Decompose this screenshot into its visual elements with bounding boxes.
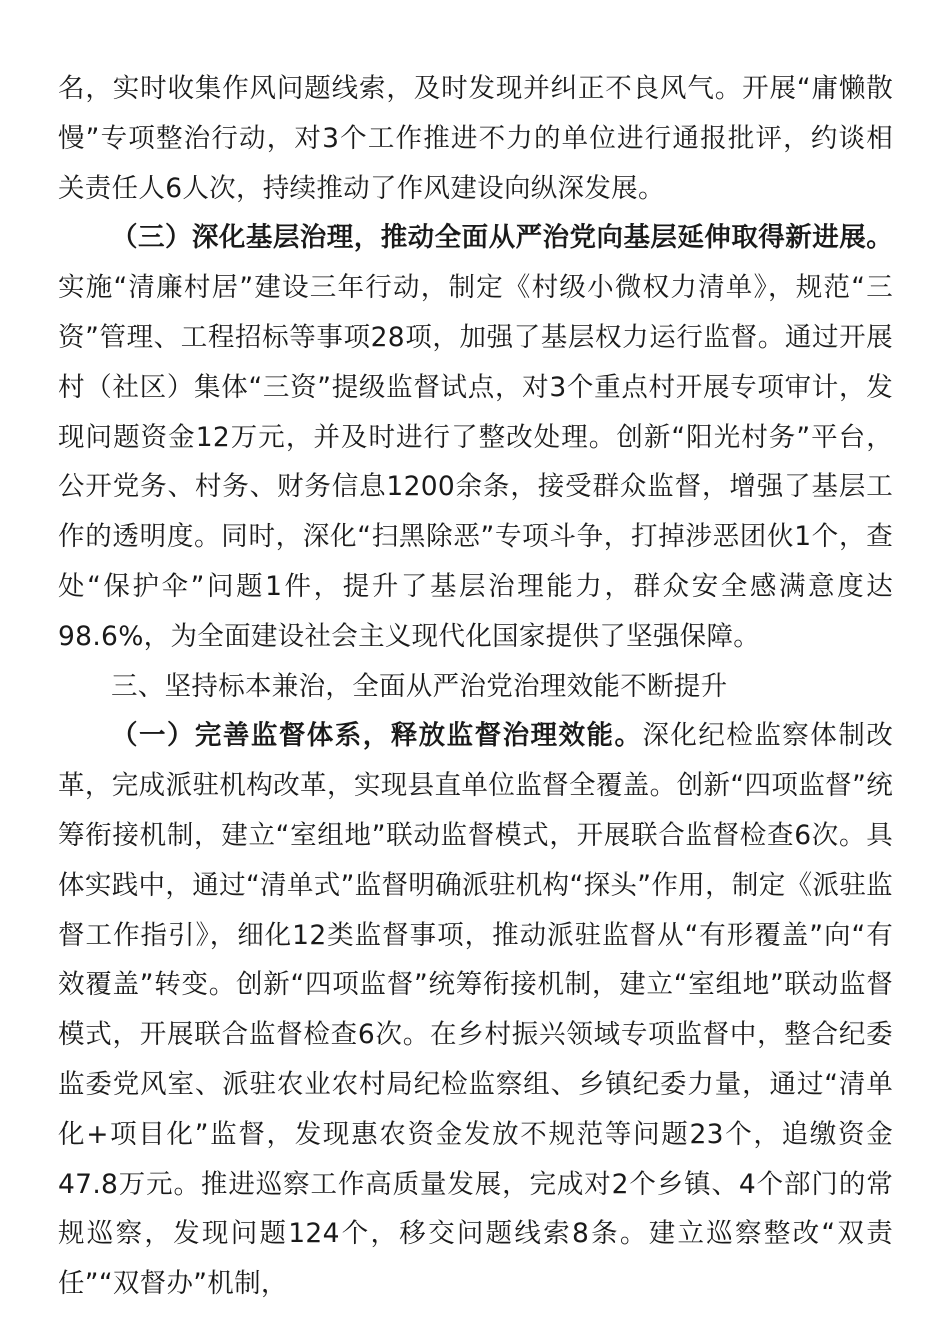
section-3-heading: （三）深化基层治理，推动全面从严治党向基层延伸取得新进展。 (111, 222, 893, 254)
section-1-body: 深化纪检监察体制改革，完成派驻机构改革，实现县直单位监督全覆盖。创新“四项监督”统筹衔接机制，建立“室组地”联动监督模式，开展联合监督检查6次。具体实践中，通过“清单式”监督明确派驻机构“探头”作用，制定《派驻监督工作指引》，细化12类监督事项，推动派驻监督从“有形覆盖”向“有效覆盖”转变。创新“四项监督”统筹衔接机制，建立“室组地”联动监督模式，开展联合监督检查6次。在乡村振兴领域专项监督中，整合纪委监委党风室、派驻农业农村局纪检监察组、乡镇纪委力量，通过“清单化+项目化”监督，发现惠农资金发放不规范等问题23个，追缴资金47.8万元。推进巡察工作高质量发展，完成对2个乡镇、4个部门的常规巡察，发现问题124个，移交问题线索8条。建立巡察整改“双责任”“双督办”机制， (58, 720, 893, 1300)
chapter-3-title: 三、坚持标本兼治，全面从严治党治理效能不断提升 (111, 670, 728, 702)
document-page (58, 64, 893, 1309)
section-3-body: 实施“清廉村居”建设三年行动，制定《村级小微权力清单》，规范“三资”管理、工程招标等事项28项，加强了基层权力运行监督。通过开展村（社区）集体“三资”提级监督试点，对3个重点村开展专项审计，发现问题资金12万元，并及时进行了整改处理。创新“阳光村务”平台，公开党务、村务、财务信息1200余条，接受群众监督，增强了基层工作的透明度。同时，深化“扫黑除恶”专项斗争，打掉涉恶团伙1个，查处“保护伞”问题1件，提升了基层治理能力，群众安全感满意度达98.6%，为全面建设社会主义现代化国家提供了坚强保障。 (58, 272, 893, 652)
paragraph-section-3 (58, 213, 893, 661)
paragraph-section-1 (58, 711, 893, 1309)
paragraph-continuation: 名，实时收集作风问题线索，及时发现并纠正不良风气。开展“庸懒散慢”专项整治行动，对3个工作推进不力的单位进行通报批评，约谈相关责任人6人次，持续推动了作风建设向纵深发展。 (58, 73, 893, 204)
section-1-heading: （一）完善监督体系，释放监督治理效能。 (111, 720, 643, 752)
